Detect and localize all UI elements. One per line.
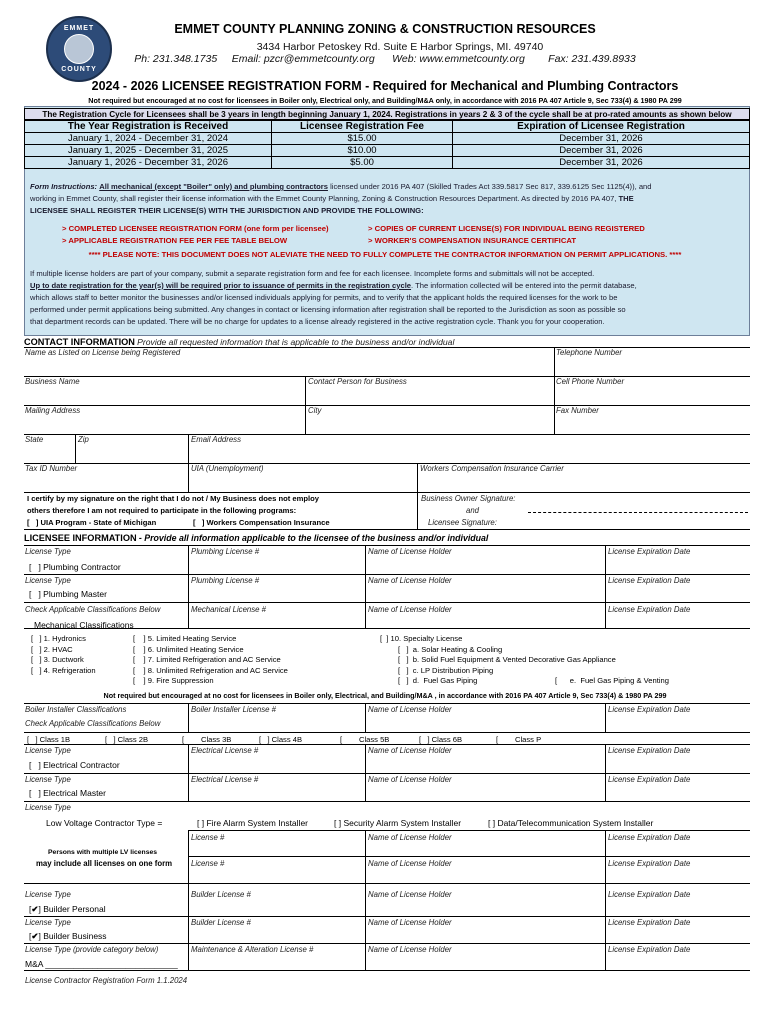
mech-class-hvac[interactable]: [ ] 2. HVAC bbox=[31, 644, 73, 654]
and-label: and bbox=[466, 506, 480, 515]
fee-cell: $5.00 bbox=[272, 157, 453, 169]
electrical-license-field[interactable]: Electrical License # bbox=[191, 746, 259, 755]
expiration-field[interactable]: License Expiration Date bbox=[608, 918, 691, 927]
lv-license-field[interactable]: License # bbox=[191, 859, 225, 868]
page-title: EMMET COUNTY PLANNING ZONING & CONSTRUCTION RESOURCES bbox=[174, 22, 596, 36]
please-note: **** PLEASE NOTE: THIS DOCUMENT DOES NOT ALEVIATE THE NEED TO FULLY COMPLETE THE CONTRACTOR INFORMATION ON PERMIT APPLICATIONS. **** bbox=[88, 250, 682, 259]
fee-cell: December 31, 2026 bbox=[453, 157, 750, 169]
builder-personal-checkbox[interactable]: [✔] Builder Personal bbox=[29, 904, 106, 914]
name-on-license-field[interactable]: Name as Listed on License being Registered bbox=[25, 348, 181, 357]
boiler-classifications-label: Boiler Installer Classifications bbox=[25, 705, 127, 714]
check-classifications-label: Check Applicable Classifications Below bbox=[25, 605, 161, 614]
fire-alarm-checkbox[interactable]: [ ] Fire Alarm System Installer bbox=[197, 818, 308, 828]
mech-class-refrigeration[interactable]: [ ] 4. Refrigeration bbox=[31, 665, 96, 675]
seal-text-top: EMMET bbox=[63, 25, 95, 32]
mech-class-9[interactable]: [ ] 9. Fire Suppression bbox=[133, 676, 214, 685]
fee-cell: $10.00 bbox=[272, 145, 453, 157]
mech-class-10e[interactable]: [ e. Fuel Gas Piping & Venting bbox=[555, 676, 669, 685]
plumbing-license-field[interactable]: Plumbing License # bbox=[191, 547, 260, 556]
fee-cell: December 31, 2026 bbox=[453, 145, 750, 157]
footer-form-id: License Contractor Registration Form 1.1.2024 bbox=[25, 976, 188, 985]
ma-category-field[interactable]: M&A ____________________________ bbox=[25, 959, 178, 969]
license-holder-field[interactable]: Name of License Holder bbox=[368, 705, 452, 714]
boiler-class-p[interactable]: [ Class P bbox=[496, 735, 542, 744]
expiration-field[interactable]: License Expiration Date bbox=[608, 746, 691, 755]
check-icon: ✔ bbox=[31, 904, 39, 914]
signature-line[interactable] bbox=[528, 512, 748, 513]
expiration-field[interactable]: License Expiration Date bbox=[608, 945, 691, 954]
ma-license-type-label: License Type (provide category below) bbox=[25, 945, 159, 954]
mech-class-5[interactable]: [ ] 5. Limited Heating Service bbox=[133, 634, 237, 643]
expiration-field[interactable]: License Expiration Date bbox=[608, 547, 691, 556]
plumbing-contractor-checkbox[interactable]: [ ] Plumbing Contractor bbox=[29, 562, 121, 572]
expiration-field[interactable]: License Expiration Date bbox=[608, 705, 691, 714]
license-holder-field[interactable]: Name of License Holder bbox=[368, 605, 452, 614]
fee-table bbox=[24, 120, 750, 169]
contact-person-field[interactable]: Contact Person for Business bbox=[308, 377, 407, 386]
expiration-field[interactable]: License Expiration Date bbox=[608, 775, 691, 784]
fee-cell: January 1, 2024 - December 31, 2024 bbox=[25, 133, 272, 145]
fee-cell: December 31, 2026 bbox=[453, 133, 750, 145]
workers-comp-field[interactable]: Workers Compensation Insurance Carrier bbox=[420, 464, 564, 473]
city-field[interactable]: City bbox=[308, 406, 322, 415]
check-classifications-label-2: Check Applicable Classifications Below bbox=[25, 719, 161, 728]
instructions-line-1: Form Instructions: All mechanical (except "Boiler" only) and plumbing contractors licensed under 2016 PA 407 (Skilled Trades Act 339.5817 Sec 817, 339.6125 Sec 1125(4)), and bbox=[30, 182, 652, 191]
requirement-1: > COMPLETED LICENSEE REGISTRATION FORM (one form per licensee) bbox=[62, 224, 329, 233]
mech-class-hydronics[interactable]: [ ] 1. Hydronics bbox=[31, 634, 86, 643]
mech-class-ductwork[interactable]: [ ] 3. Ductwork bbox=[31, 655, 84, 664]
owner-signature-label: Business Owner Signature: bbox=[421, 494, 516, 503]
office-address: 3434 Harbor Petoskey Rd. Suite E Harbor Springs, MI. 49740 bbox=[256, 41, 544, 53]
table-row bbox=[25, 145, 750, 157]
license-holder-field[interactable]: Name of License Holder bbox=[368, 833, 452, 842]
paragraph-5: that department records can be updated. There will be no charge for updates to a license already registered in the active registration cycle. Thank you for your cooperation. bbox=[30, 317, 605, 326]
license-holder-field[interactable]: Name of License Holder bbox=[368, 576, 452, 585]
boiler-class-2b[interactable]: [ ] Class 2B bbox=[105, 735, 149, 744]
fee-cell: $15.00 bbox=[272, 133, 453, 145]
data-telecom-checkbox[interactable]: [ ] Data/Telecommunication System Installer bbox=[488, 818, 654, 828]
seal-text-bottom: COUNTY bbox=[61, 66, 97, 73]
license-type-label: License Type bbox=[25, 547, 71, 556]
security-alarm-checkbox[interactable]: [ ] Security Alarm System Installer bbox=[334, 818, 462, 828]
builder-license-field[interactable]: Builder License # bbox=[191, 918, 251, 927]
mech-class-10a[interactable]: [ ] a. Solar Heating & Cooling bbox=[398, 644, 503, 654]
license-holder-field[interactable]: Name of License Holder bbox=[368, 918, 452, 927]
email-field[interactable]: Email Address bbox=[191, 435, 241, 444]
business-name-field[interactable]: Business Name bbox=[25, 377, 80, 386]
uia-program-checkbox[interactable]: [ ] UIA Program - State of Michigan bbox=[27, 518, 157, 527]
paragraph-2: Up to date registration for the year(s) will be required prior to issuance of permits in the registration cycle. The information collected will be entered into the permit database, bbox=[30, 281, 637, 290]
expiration-field[interactable]: License Expiration Date bbox=[608, 605, 691, 614]
mailing-address-field[interactable]: Mailing Address bbox=[25, 406, 81, 415]
license-type-label: License Type bbox=[25, 775, 71, 784]
table-row bbox=[25, 133, 750, 145]
mech-class-8[interactable]: [ ] 8. Unlimited Refrigeration and AC Service bbox=[133, 665, 288, 675]
electrical-contractor-checkbox[interactable]: [ ] Electrical Contractor bbox=[29, 760, 120, 770]
not-required-note: Not required but encouraged at no cost for licensees in Boiler only, Electrical only, and Building/M&A only, in accordance with 2016 PA 407 Article 9, Sec 733(4) & 1980 PA 299 bbox=[88, 96, 682, 105]
builder-license-field[interactable]: Builder License # bbox=[191, 890, 251, 899]
fee-header-year: The Year Registration is Received bbox=[25, 121, 272, 133]
uia-field[interactable]: UIA (Unemployment) bbox=[191, 464, 264, 473]
fee-header-expiration: Expiration of Licensee Registration bbox=[453, 121, 750, 133]
zip-field[interactable]: Zip bbox=[78, 435, 89, 444]
mech-class-10[interactable]: [ ] 10. Specialty License bbox=[380, 634, 463, 643]
mechanical-license-field[interactable]: Mechanical License # bbox=[191, 605, 266, 614]
license-holder-field[interactable]: Name of License Holder bbox=[368, 859, 452, 868]
mechanical-classifications-label: Mechanical Classifications bbox=[34, 620, 134, 630]
license-type-label: License Type bbox=[25, 918, 71, 927]
mechanical-col-1 bbox=[31, 634, 96, 676]
requirement-4: > WORKER'S COMPENSATION INSURANCE CERTIFICAT bbox=[368, 236, 577, 245]
fee-cell: January 1, 2025 - December 31, 2025 bbox=[25, 145, 272, 157]
licensee-signature-label: Licensee Signature: bbox=[428, 518, 497, 527]
license-type-label: License Type bbox=[25, 576, 71, 585]
requirement-3: > APPLICABLE REGISTRATION FEE PER FEE TABLE BELOW bbox=[62, 236, 288, 245]
license-type-label: License Type bbox=[25, 890, 71, 899]
boiler-class-4b[interactable]: [ ] Class 4B bbox=[259, 735, 303, 744]
expiration-field[interactable]: License Expiration Date bbox=[608, 890, 691, 899]
license-type-label: License Type bbox=[25, 746, 71, 755]
paragraph-3: which allows staff to better monitor the businesses and/or licensed individuals applying for permits, and to verify that the applicant holds the required licenses for the work to be bbox=[30, 293, 618, 302]
telephone-field[interactable]: Telephone Number bbox=[556, 348, 623, 357]
cycle-note: The Registration Cycle for Licensees shall be 3 years in length beginning January 1, 2024. Registrations in years 2 & 3 of the cycle shall be at pro-rated amounts as shown below bbox=[24, 108, 750, 120]
multiple-lv-note: Persons with multiple LV licenses bbox=[48, 849, 158, 856]
contact-section-heading: CONTACT INFORMATION Provide all requested information that is applicable to the business and/or individual bbox=[24, 337, 455, 347]
electrical-license-field[interactable]: Electrical License # bbox=[191, 775, 259, 784]
license-holder-field[interactable]: Name of License Holder bbox=[368, 890, 452, 899]
low-voltage-label: Low Voltage Contractor Type = bbox=[46, 818, 163, 828]
mechanical-col-2 bbox=[133, 634, 288, 687]
boiler-class-6b[interactable]: [ ] Class 6B bbox=[419, 735, 463, 744]
tax-id-field[interactable]: Tax ID Number bbox=[25, 464, 78, 473]
paragraph-1: If multiple license holders are part of your company, submit a separate registration form and fee for each licensee. Incomplete forms and submittals will not be accepted. bbox=[30, 269, 595, 278]
mech-class-7[interactable]: [ ] 7. Limited Refrigeration and AC Service bbox=[133, 655, 281, 664]
certify-line-1: I certify by my signature on the right that I do not / My Business does not employ bbox=[27, 494, 319, 503]
fee-header-fee: Licensee Registration Fee bbox=[272, 121, 453, 133]
ma-license-field[interactable]: Maintenance & Alteration License # bbox=[191, 945, 314, 954]
license-type-label: License Type bbox=[25, 803, 71, 812]
state-field[interactable]: State bbox=[25, 435, 44, 444]
mech-class-10c[interactable]: [ ] c. LP Distribution Piping bbox=[398, 665, 494, 675]
instructions-line-2: working in Emmet County, shall register their license information with the Emmet County Planning, Zoning & Construction Resources Department. As directed by 2016 PA 407, THE bbox=[30, 194, 634, 203]
boiler-license-field[interactable]: Boiler Installer License # bbox=[191, 705, 276, 714]
fax-field[interactable]: Fax Number bbox=[556, 406, 599, 415]
builder-business-checkbox[interactable]: [✔] Builder Business bbox=[29, 931, 107, 941]
mech-class-6[interactable]: [ ] 6. Unlimited Heating Service bbox=[133, 644, 244, 654]
expiration-field[interactable]: License Expiration Date bbox=[608, 859, 691, 868]
instructions-line-3: LICENSEE SHALL REGISTER THEIR LICENSE(S) WITH THE JURISDICTION AND PROVIDE THE FOLLOWING: bbox=[30, 206, 424, 215]
license-holder-field[interactable]: Name of License Holder bbox=[368, 547, 452, 556]
plumbing-license-field[interactable]: Plumbing License # bbox=[191, 576, 260, 585]
workers-comp-checkbox[interactable]: [ ] Workers Compensation Insurance bbox=[193, 518, 330, 527]
table-row bbox=[25, 157, 750, 169]
certify-line-2: others therefore I am not required to participate in the following programs: bbox=[27, 506, 297, 515]
cell-phone-field[interactable]: Cell Phone Number bbox=[556, 377, 625, 386]
licensee-section-heading: LICENSEE INFORMATION - Provide all information applicable to the licensee of the business and/or individual bbox=[24, 533, 489, 543]
expiration-field[interactable]: License Expiration Date bbox=[608, 576, 691, 585]
form-title: 2024 - 2026 LICENSEE REGISTRATION FORM - Required for Mechanical and Plumbing Contractors bbox=[91, 79, 679, 93]
mech-class-10b[interactable]: [ ] b. Solid Fuel Equipment & Vented Decorative Gas Appliance bbox=[398, 655, 616, 664]
requirement-2: > COPIES OF CURRENT LICENSE(S) FOR INDIVIDUAL BEING REGISTERED bbox=[368, 224, 645, 233]
electrical-master-checkbox[interactable]: [ ] Electrical Master bbox=[29, 788, 106, 798]
check-icon: ✔ bbox=[31, 931, 39, 941]
license-holder-field[interactable]: Name of License Holder bbox=[368, 775, 452, 784]
may-include-note: may include all licenses on one form bbox=[36, 859, 173, 868]
paragraph-4: performed under permit applications being submitted. Any changes in contact or licensing information after registration shall be reported to the Jurisdiction as soon as possible so bbox=[30, 305, 626, 314]
office-contact: Ph: 231.348.1735 Email: pzcr@emmetcounty.org Web: www.emmetcounty.org Fax: 231.439.8933 bbox=[134, 53, 636, 65]
lv-license-field[interactable]: License # bbox=[191, 833, 225, 842]
license-holder-field[interactable]: Name of License Holder bbox=[368, 746, 452, 755]
not-required-note-2: Not required but encouraged at no cost for licensees in Boiler only, Electrical, and Building/M&A , in accordance with 2016 PA 407 Article 9, Sec 733(4) & 1980 PA 299 bbox=[103, 691, 667, 700]
boiler-class-5b[interactable]: [ Class 5B bbox=[340, 735, 390, 744]
fee-cell: January 1, 2026 - December 31, 2026 bbox=[25, 157, 272, 169]
license-holder-field[interactable]: Name of License Holder bbox=[368, 945, 452, 954]
mech-class-10d[interactable]: [ ] d. Fuel Gas Piping bbox=[398, 676, 478, 685]
plumbing-master-checkbox[interactable]: [ ] Plumbing Master bbox=[29, 589, 107, 599]
boiler-class-3b[interactable]: [ Class 3B bbox=[182, 735, 232, 744]
boiler-class-1b[interactable]: [ ] Class 1B bbox=[27, 735, 71, 744]
expiration-field[interactable]: License Expiration Date bbox=[608, 833, 691, 842]
